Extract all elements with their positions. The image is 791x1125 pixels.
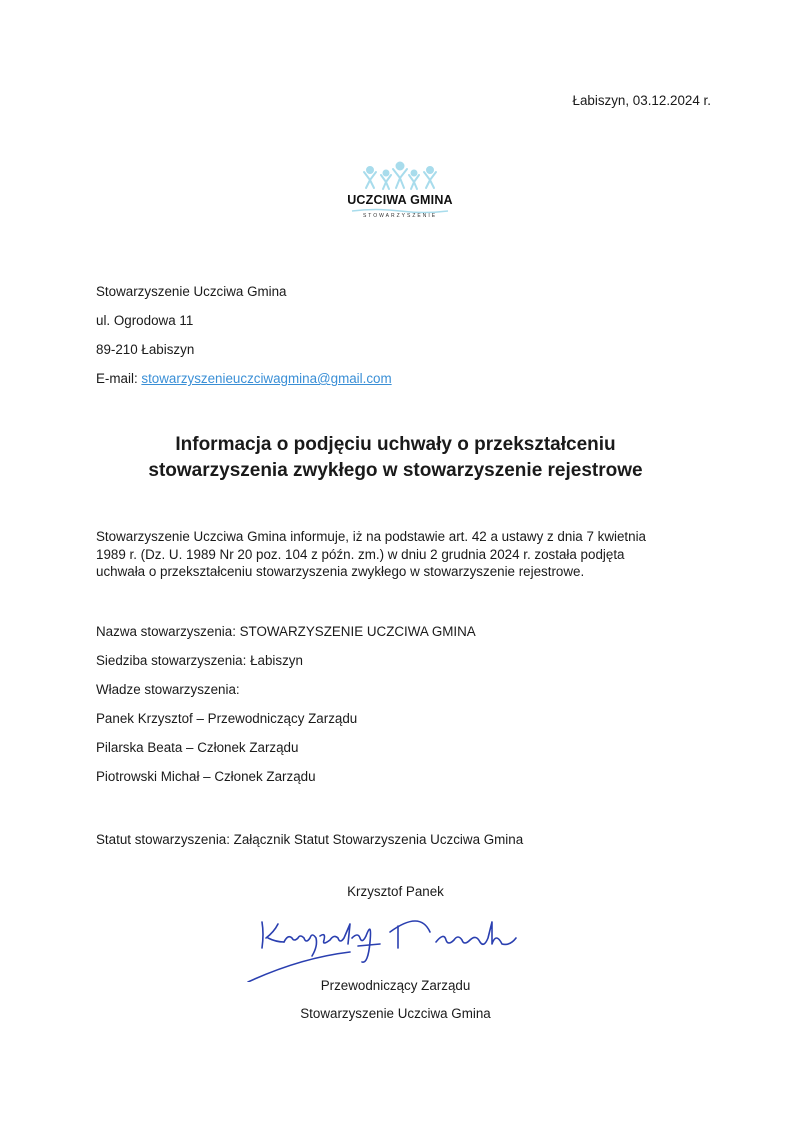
signer-organization: Stowarzyszenie Uczciwa Gmina [300, 1006, 491, 1021]
body-line-3: uchwała o przekształceniu stowarzyszenia zwykłego w stowarzyszenie rejestrowe. [96, 564, 585, 579]
address-email-row [96, 371, 392, 387]
signer-name: Krzysztof Panek [347, 884, 444, 899]
handwritten-signature [240, 902, 560, 982]
address-city: 89-210 Łabiszyn [96, 342, 195, 357]
board-member: Pilarska Beata – Członek Zarządu [96, 740, 299, 755]
title-line-1: Informacja o podjęciu uchwały o przekształceniu [175, 434, 616, 455]
document-title [60, 432, 731, 484]
email-label: E-mail: [96, 371, 142, 386]
date-line: Łabiszyn, 03.12.2024 r. [572, 93, 711, 108]
association-seat: Siedziba stowarzyszenia: Łabiszyn [96, 653, 303, 668]
email-link[interactable]: stowarzyszenieuczciwagmina@gmail.com [141, 371, 392, 386]
authorities-label: Władze stowarzyszenia: [96, 682, 240, 697]
association-name: Nazwa stowarzyszenia: STOWARZYSZENIE UCZCIWA GMINA [96, 624, 476, 639]
body-paragraph [96, 528, 646, 581]
address-street: ul. Ogrodowa 11 [96, 313, 194, 328]
body-line-2: 1989 r. (Dz. U. 1989 Nr 20 poz. 104 z późn. zm.) w dniu 2 grudnia 2024 r. została podjęta [96, 546, 625, 562]
people-figures-icon [330, 160, 470, 194]
board-member: Piotrowski Michał – Członek Zarządu [96, 769, 316, 784]
body-line-1: Stowarzyszenie Uczciwa Gmina informuje, iż na podstawie art. 42 a ustawy z dnia 7 kwietnia [96, 529, 647, 544]
board-member: Panek Krzysztof – Przewodniczący Zarządu [96, 711, 358, 726]
organization-logo [330, 160, 470, 230]
signer-role: Przewodniczący Zarządu [320, 978, 471, 993]
statute-line: Statut stowarzyszenia: Załącznik Statut Stowarzyszenia Uczciwa Gmina [96, 832, 524, 847]
title-line-2: stowarzyszenia zwykłego w stowarzyszenie rejestrowe [148, 460, 643, 481]
logo-subtitle: STOWARZYSZENIE [362, 213, 438, 219]
logo-name: UCZCIWA GMINA [347, 193, 453, 207]
address-org: Stowarzyszenie Uczciwa Gmina [96, 284, 287, 299]
